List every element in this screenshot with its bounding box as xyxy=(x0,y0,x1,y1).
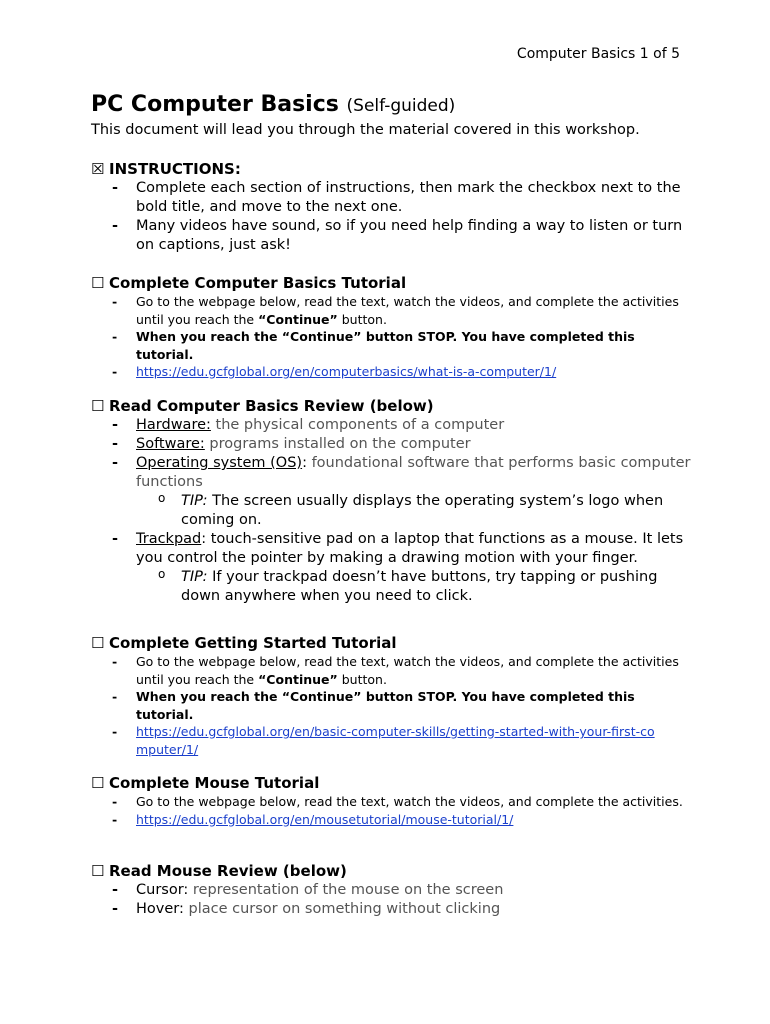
dash-bullet: - xyxy=(112,811,118,827)
list-item xyxy=(91,653,691,688)
title-sub: (Self-guided) xyxy=(346,96,456,116)
dash-bullet: - xyxy=(112,689,118,704)
list-item-text xyxy=(181,492,691,530)
text-span: Software: xyxy=(136,436,205,452)
dash-bullet: - xyxy=(112,294,118,309)
checkbox-icon[interactable]: ☐ xyxy=(91,397,105,415)
mouse-review-list xyxy=(91,881,691,919)
list-item-text xyxy=(136,723,666,758)
section-instructions xyxy=(91,160,691,255)
list-item-text xyxy=(136,435,691,454)
list-item-text: Complete each section of instructions, then mark the checkbox next to the bold title, and move to the next one. xyxy=(136,180,681,215)
getting-started-list xyxy=(91,653,691,758)
basics-tutorial-link[interactable]: https://edu.gcfglobal.org/en/computerbasics/what-is-a-computer/1/ xyxy=(136,364,557,379)
dash-bullet: - xyxy=(112,724,118,739)
basics-review-list xyxy=(91,416,691,492)
list-item xyxy=(91,881,691,900)
text-span: button. xyxy=(341,671,387,687)
list-item xyxy=(91,179,691,217)
list-item-text xyxy=(136,454,691,492)
os-tip-list xyxy=(91,492,691,530)
section-title-instructions xyxy=(91,160,691,179)
tip-item xyxy=(91,568,691,606)
text-span: Cursor: xyxy=(136,882,189,898)
text-span: Read Computer Basics Review (below) xyxy=(109,397,434,415)
dash-bullet: - xyxy=(112,882,119,898)
text-span: Hover: xyxy=(136,901,184,917)
checkbox-icon[interactable]: ☐ xyxy=(91,634,105,652)
text-span: Complete Mouse Tutorial xyxy=(109,774,320,792)
list-item-text xyxy=(136,811,691,829)
checkbox-icon[interactable]: ☐ xyxy=(91,774,105,792)
dash-bullet: - xyxy=(112,455,119,471)
instructions-list xyxy=(91,179,691,255)
text-span: : xyxy=(302,455,307,471)
section-title-basics-tutorial xyxy=(91,274,691,293)
section-getting-started xyxy=(91,634,691,758)
list-item-text xyxy=(136,900,691,919)
tip-item xyxy=(91,492,691,530)
text-span: Read Mouse Review (below) xyxy=(109,862,347,880)
section-title-basics-review xyxy=(91,397,691,416)
text-span: representation of the mouse on the screen xyxy=(192,882,504,898)
list-item xyxy=(91,900,691,919)
text-span: Go to the webpage below, read the text, watch the videos, and complete the activities until you reach the xyxy=(136,654,679,687)
list-item xyxy=(91,688,691,723)
text-span: foundational software that performs basic computer functions xyxy=(136,455,691,490)
text-span: TIP: xyxy=(181,569,208,585)
list-item xyxy=(91,723,691,758)
list-item xyxy=(91,363,691,381)
text-span: programs installed on the computer xyxy=(209,436,471,452)
list-item xyxy=(91,811,691,829)
dash-bullet: - xyxy=(112,329,118,344)
list-item-text xyxy=(136,416,691,435)
text-span: Complete Computer Basics Tutorial xyxy=(109,274,407,292)
list-item-text xyxy=(136,363,691,381)
list-item xyxy=(91,793,691,811)
list-item-text: When you reach the “Continue” button STOP. You have completed this tutorial. xyxy=(136,689,635,722)
text-span: The screen usually displays the operating system’s logo when coming on. xyxy=(181,493,664,528)
page-title xyxy=(91,92,455,117)
list-item xyxy=(91,416,691,435)
section-mouse-review xyxy=(91,862,691,919)
dash-bullet: - xyxy=(112,901,119,917)
intro-text: This document will lead you through the material covered in this workshop. xyxy=(91,122,640,138)
trackpad-tip-list xyxy=(91,568,691,606)
list-item xyxy=(91,435,691,454)
list-item xyxy=(91,530,691,568)
list-item xyxy=(91,328,691,363)
text-span: Go to the webpage below, read the text, watch the videos, and complete the activities until you reach the xyxy=(136,294,679,327)
sub-bullet: o xyxy=(158,491,166,505)
text-span: TIP: xyxy=(181,493,208,509)
list-item-text xyxy=(181,568,691,606)
page-header: Computer Basics 1 of 5 xyxy=(516,46,680,62)
text-span: Hardware: xyxy=(136,417,211,433)
dash-bullet: - xyxy=(112,417,119,433)
text-span: INSTRUCTIONS: xyxy=(109,160,241,178)
text-span: the physical components of a computer xyxy=(215,417,505,433)
dash-bullet: - xyxy=(112,654,118,669)
list-item-text: When you reach the “Continue” button STOP. You have completed this tutorial. xyxy=(136,329,635,362)
section-basics-review xyxy=(91,397,691,606)
list-item-text xyxy=(136,653,691,688)
title-main: PC Computer Basics xyxy=(91,92,339,117)
dash-bullet: - xyxy=(112,218,119,234)
checkbox-icon[interactable]: ☐ xyxy=(91,274,105,292)
section-mouse-tutorial xyxy=(91,774,691,828)
dash-bullet: - xyxy=(112,794,118,809)
text-span: : touch-sensitive pad on a laptop that functions as a mouse. It lets you control the pointer by making a drawing motion with your finger. xyxy=(136,531,684,566)
sub-bullet: o xyxy=(158,567,166,581)
dash-bullet: - xyxy=(112,364,118,379)
mouse-tutorial-link[interactable]: https://edu.gcfglobal.org/en/mousetutorial/mouse-tutorial/1/ xyxy=(136,811,514,827)
mouse-tutorial-list xyxy=(91,793,691,828)
dash-bullet: - xyxy=(112,436,119,452)
list-item-text xyxy=(136,881,691,900)
checked-box-icon[interactable]: ☒ xyxy=(91,160,105,178)
text-span: Trackpad xyxy=(136,531,202,547)
list-item-text: Go to the webpage below, read the text, watch the videos, and complete the activities. xyxy=(136,794,683,809)
section-title-mouse-tutorial xyxy=(91,774,691,793)
text-span: Operating system (OS) xyxy=(136,455,303,471)
basics-review-list-2 xyxy=(91,530,691,568)
list-item-text xyxy=(136,530,691,568)
text-span: If your trackpad doesn’t have buttons, try tapping or pushing down anywhere when you need to click. xyxy=(181,569,658,604)
list-item xyxy=(91,293,691,328)
dash-bullet: - xyxy=(112,180,119,196)
text-span: button. xyxy=(341,311,387,327)
text-span: “Continue” xyxy=(258,671,338,687)
text-span: Complete Getting Started Tutorial xyxy=(109,634,397,652)
checkbox-icon[interactable]: ☐ xyxy=(91,862,105,880)
dash-bullet: - xyxy=(112,531,119,547)
text-span: “Continue” xyxy=(258,311,338,327)
list-item-text: Many videos have sound, so if you need help finding a way to listen or turn on captions, just ask! xyxy=(136,218,683,253)
text-span: place cursor on something without clicking xyxy=(188,901,501,917)
list-item-text xyxy=(136,293,691,328)
section-basics-tutorial xyxy=(91,274,691,381)
basics-tutorial-list xyxy=(91,293,691,381)
getting-started-link[interactable]: https://edu.gcfglobal.org/en/basic-computer-skills/getting-started-with-your-first-computer/1/ xyxy=(136,724,655,757)
section-title-getting-started xyxy=(91,634,691,653)
section-title-mouse-review xyxy=(91,862,691,881)
list-item xyxy=(91,217,691,255)
list-item xyxy=(91,454,691,492)
